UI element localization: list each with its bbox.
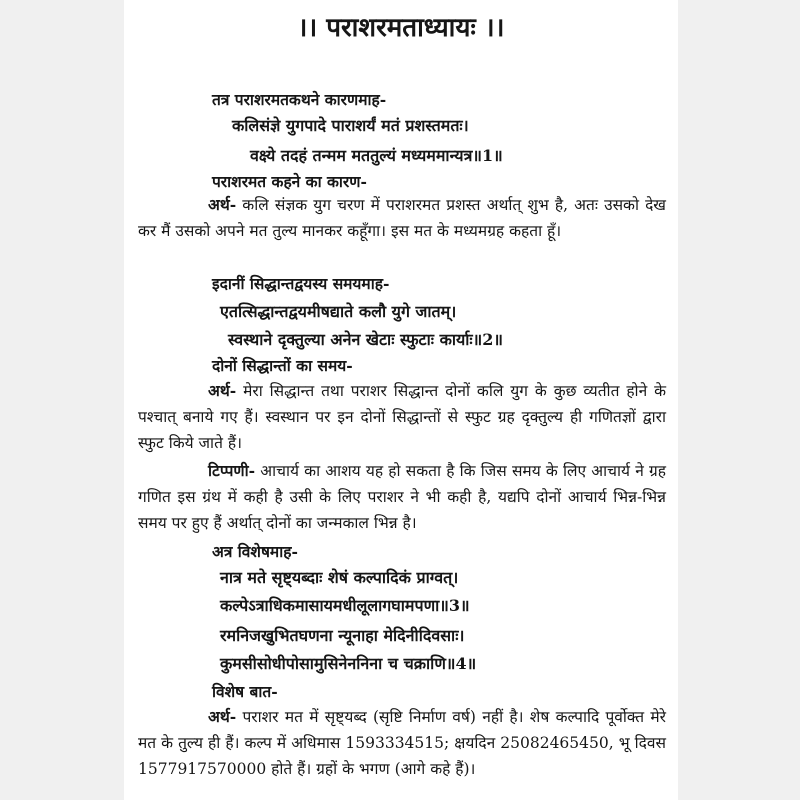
note-text: आचार्य का आशय यह हो सकता है कि जिस समय के लिए आचार्य ने ग्रह गणित इस ग्रंथ में कही है उसी के लिए पराशर ने भी कही है, यद्यपि दोनों आचार्य भिन्न-भिन्न समय पर हुए हैं अर्थात् दोनों का जन्मकाल भिन्न है। bbox=[138, 462, 666, 532]
meaning-text: मेरा सिद्धान्त तथा पराशर सिद्धान्त दोनों कलि युग के कुछ व्यतीत होने के पश्चात् बनाये गए हैं। स्वस्थान पर इन दोनों सिद्धान्तों से स्फुट ग्रह दृक्तुल्य ही गणितज्ञों द्वारा स्फुट किये जाते हैं। bbox=[138, 382, 666, 452]
meaning-text: कलि संज्ञक युग चरण में पराशरमत प्रशस्त अर्थात् शुभ है, अतः उसको देख कर मैं उसको अपने मत तुल्य मानकर कहूँगा। इस मत के मध्यमग्रह कहता हूँ। bbox=[138, 196, 666, 240]
verse-line: कलिसंज्ञे युगपादे पाराशर्यं मतं प्रशस्तमतः। bbox=[232, 116, 469, 135]
note-paragraph bbox=[138, 458, 666, 536]
meaning-label: अर्थ- bbox=[208, 381, 237, 400]
verse-line: रमनिजखुभितघणना न्यूनाहा मेदिनीदिवसाः। bbox=[220, 626, 465, 645]
section-subheading: पराशरमत कहने का कारण- bbox=[212, 172, 367, 191]
section-heading: तत्र पराशरमतकथने कारणमाह- bbox=[212, 90, 387, 109]
section-heading: अत्र विशेषमाह- bbox=[212, 542, 298, 561]
page-title: ।। पराशरमताध्यायः ।। bbox=[297, 13, 505, 43]
verse-line: स्वस्थाने दृक्तुल्या अनेन खेटाः स्फुटाः कार्याः॥2॥ bbox=[228, 330, 503, 349]
meaning-label: अर्थ- bbox=[208, 707, 237, 726]
section-subheading: दोनों सिद्धान्तों का समय- bbox=[212, 356, 353, 375]
meaning-paragraph bbox=[138, 704, 666, 782]
note-label: टिप्पणी- bbox=[208, 461, 256, 480]
meaning-paragraph bbox=[138, 378, 666, 456]
verse-line: एतत्सिद्धान्तद्वयमीषद्याते कलौ युगे जातम्। bbox=[220, 302, 457, 321]
verse-line: वक्ष्ये तदहं तन्मम मततुल्यं मध्यममान्यत्र॥1॥ bbox=[250, 146, 503, 165]
verse-line: कल्पेऽत्राधिकमासायमधीलूलागघामपणा॥3॥ bbox=[220, 596, 470, 615]
meaning-label: अर्थ- bbox=[208, 195, 237, 214]
document-page bbox=[124, 0, 678, 800]
meaning-text: पराशर मत में सृष्ट्यब्द (सृष्टि निर्माण वर्ष) नहीं है। शेष कल्पादि पूर्वोक्त मेरे मत के तुल्य ही हैं। कल्प में अधिमास 1593334515; क्षयदिन 25082465450, भू दिवस 1577917570000 होते हैं। ग्रहों के भगण (आगे कहे हैं)। bbox=[138, 708, 666, 778]
verse-line: कुमसीसोधीपोसामुसिनेननिना च चक्राणि॥4॥ bbox=[220, 654, 477, 673]
section-subheading: विशेष बात- bbox=[212, 682, 278, 701]
meaning-paragraph bbox=[138, 192, 666, 244]
section-heading: इदानीं सिद्धान्तद्वयस्य समयमाह- bbox=[212, 274, 390, 293]
verse-line: नात्र मते सृष्ट्यब्दाः शेषं कल्पादिकं प्राग्वत्। bbox=[220, 568, 459, 587]
